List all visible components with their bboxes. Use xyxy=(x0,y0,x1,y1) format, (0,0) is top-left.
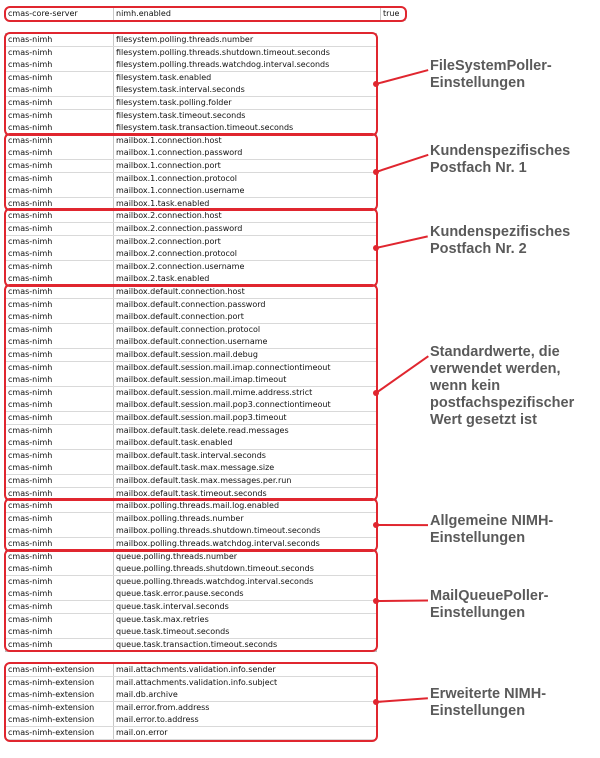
server-cell: cmas-nimh xyxy=(6,462,114,474)
server-cell: cmas-core-server xyxy=(6,8,114,20)
key-cell: mailbox.default.session.mail.pop3.connectiontimeout xyxy=(116,400,331,410)
key-cell: mailbox.2.connection.password xyxy=(116,224,243,233)
server-cell: cmas-nimh xyxy=(6,399,114,411)
server-cell: cmas-nimh xyxy=(6,72,114,84)
table-row[interactable] xyxy=(6,702,376,715)
connector-line xyxy=(376,599,428,601)
server-cell: cmas-nimh xyxy=(6,437,114,449)
connector-line xyxy=(376,69,429,85)
server-cell: cmas-nimh xyxy=(6,412,114,424)
key-cell: queue.task.error.pause.seconds xyxy=(116,589,244,599)
annotation-line: verwendet werden, xyxy=(430,361,561,377)
server-cell: cmas-nimh xyxy=(6,513,114,525)
server-cell: cmas-nimh xyxy=(6,588,114,600)
server-cell: cmas-nimh xyxy=(6,500,114,512)
key-cell: mail.db.archive xyxy=(116,690,178,700)
key-cell: mail.error.from.address xyxy=(116,702,210,712)
server-cell: cmas-nimh xyxy=(6,538,114,550)
key-cell: mailbox.default.connection.port xyxy=(116,312,244,322)
key-cell: mailbox.1.connection.username xyxy=(116,186,245,196)
annotation-line: Einstellungen xyxy=(430,75,526,91)
key-cell: filesystem.task.enabled xyxy=(116,72,212,82)
server-cell: cmas-nimh xyxy=(6,286,114,298)
server-cell: cmas-nimh xyxy=(6,210,114,222)
table-row[interactable] xyxy=(6,677,376,690)
server-cell: cmas-nimh-extension xyxy=(6,677,114,689)
key-cell: mailbox.default.task.max.message.size xyxy=(116,463,275,473)
annotation-line: Postfach Nr. 1 xyxy=(430,160,527,176)
server-cell: cmas-nimh-extension xyxy=(6,727,114,739)
key-cell: filesystem.task.transaction.timeout.seconds xyxy=(116,123,294,133)
key-cell: filesystem.polling.threads.shutdown.timeout.seconds xyxy=(116,47,330,57)
annotation-mailbox1 xyxy=(430,143,570,177)
server-cell: cmas-nimh xyxy=(6,639,114,651)
server-cell: cmas-nimh xyxy=(6,563,114,575)
server-cell: cmas-nimh xyxy=(6,626,114,638)
connector-line xyxy=(375,355,428,393)
key-cell: mailbox.1.connection.port xyxy=(116,161,221,170)
server-cell: cmas-nimh xyxy=(6,223,114,235)
table-row[interactable] xyxy=(6,689,376,702)
server-cell: cmas-nimh xyxy=(6,450,114,462)
server-cell: cmas-nimh xyxy=(6,47,114,59)
server-cell: cmas-nimh xyxy=(6,173,114,185)
server-cell: cmas-nimh xyxy=(6,576,114,588)
key-cell: mailbox.2.connection.port xyxy=(116,236,221,246)
server-cell: cmas-nimh xyxy=(6,84,114,96)
key-cell: mailbox.default.session.mail.debug xyxy=(116,350,258,359)
server-cell: cmas-nimh xyxy=(6,185,114,197)
connector-line xyxy=(376,524,428,526)
server-cell: cmas-nimh xyxy=(6,160,114,172)
server-cell: cmas-nimh xyxy=(6,248,114,260)
key-cell: mailbox.polling.threads.watchdog.interval.seconds xyxy=(116,539,320,548)
annotation-queue xyxy=(430,588,548,622)
annotation-line: FileSystemPoller- xyxy=(430,58,552,74)
value-cell: true xyxy=(380,8,410,20)
connector-line xyxy=(376,697,428,703)
key-cell: mailbox.polling.threads.number xyxy=(116,513,244,523)
annotation-line: Allgemeine NIMH- xyxy=(430,513,554,529)
key-cell: mailbox.1.connection.host xyxy=(116,135,222,145)
server-cell: cmas-nimh xyxy=(6,336,114,348)
key-cell: queue.task.max.retries xyxy=(116,614,209,624)
server-cell: cmas-nimh-extension xyxy=(6,714,114,726)
key-cell: filesystem.task.polling.folder xyxy=(116,98,232,107)
annotation-line: postfachspezifischer xyxy=(430,395,575,411)
key-cell: nimh.enabled xyxy=(116,9,171,18)
server-cell: cmas-nimh xyxy=(6,601,114,613)
server-cell: cmas-nimh xyxy=(6,122,114,134)
server-cell: cmas-nimh xyxy=(6,299,114,311)
server-cell: cmas-nimh xyxy=(6,147,114,159)
key-cell: mailbox.default.task.max.messages.per.run xyxy=(116,476,292,485)
key-cell: mailbox.1.task.enabled xyxy=(116,198,210,208)
key-cell: queue.task.transaction.timeout.seconds xyxy=(116,639,278,649)
annotation-extension xyxy=(430,686,546,720)
server-cell: cmas-nimh xyxy=(6,324,114,336)
annotation-line: Kundenspezifisches xyxy=(430,143,571,159)
annotation-line: Erweiterte NIMH- xyxy=(430,686,547,702)
main-table xyxy=(5,33,377,652)
server-cell: cmas-nimh xyxy=(6,488,114,500)
annotation-general xyxy=(430,513,553,547)
key-cell: mailbox.default.connection.host xyxy=(116,287,245,296)
server-cell: cmas-nimh xyxy=(6,525,114,537)
server-cell: cmas-nimh xyxy=(6,551,114,563)
key-cell: queue.task.timeout.seconds xyxy=(116,627,230,637)
key-cell: mailbox.default.task.interval.seconds xyxy=(116,450,266,460)
annotation-line: Einstellungen xyxy=(430,703,526,719)
server-cell: cmas-nimh xyxy=(6,387,114,399)
table-row[interactable] xyxy=(6,714,376,727)
server-cell: cmas-nimh xyxy=(6,97,114,109)
server-cell: cmas-nimh xyxy=(6,236,114,248)
key-cell: mailbox.1.connection.protocol xyxy=(116,173,238,183)
key-cell: mailbox.default.task.timeout.seconds xyxy=(116,488,267,498)
server-cell: cmas-nimh xyxy=(6,374,114,386)
key-cell: mailbox.default.session.mail.mime.address.strict xyxy=(116,387,313,397)
key-cell: mailbox.polling.threads.shutdown.timeout.seconds xyxy=(116,526,321,536)
key-cell: mailbox.default.session.mail.imap.connectiontimeout xyxy=(116,362,331,372)
key-cell: queue.polling.threads.shutdown.timeout.seconds xyxy=(116,564,314,574)
key-cell: mailbox.default.session.mail.imap.timeout xyxy=(116,375,287,385)
key-cell: queue.task.interval.seconds xyxy=(116,602,229,611)
server-cell: cmas-nimh-extension xyxy=(6,664,114,676)
server-cell: cmas-nimh xyxy=(6,349,114,361)
key-cell: mailbox.2.task.enabled xyxy=(116,274,210,284)
key-cell: mailbox.default.connection.username xyxy=(116,337,268,347)
server-cell: cmas-nimh xyxy=(6,614,114,626)
annotation-line: Standardwerte, die xyxy=(430,344,560,360)
annotation-defaults xyxy=(430,344,574,429)
key-cell: mailbox.polling.threads.mail.log.enabled xyxy=(116,501,280,511)
table-row[interactable] xyxy=(6,727,376,740)
annotation-line: Einstellungen xyxy=(430,530,526,546)
server-cell: cmas-nimh-extension xyxy=(6,689,114,701)
annotation-line: MailQueuePoller- xyxy=(430,588,549,604)
key-cell: mailbox.default.connection.password xyxy=(116,299,266,309)
annotation-line: Wert gesetzt ist xyxy=(430,412,537,428)
server-cell: cmas-nimh xyxy=(6,135,114,147)
server-cell: cmas-nimh xyxy=(6,273,114,285)
key-cell: filesystem.polling.threads.number xyxy=(116,35,254,44)
annotation-line: Postfach Nr. 2 xyxy=(430,241,527,257)
server-cell: cmas-nimh-extension xyxy=(6,702,114,714)
key-cell: mailbox.default.session.mail.pop3.timeout xyxy=(116,413,287,422)
server-cell: cmas-nimh xyxy=(6,59,114,71)
key-cell: mailbox.default.task.delete.read.messages xyxy=(116,425,289,435)
annotation-line: Einstellungen xyxy=(430,605,526,621)
key-cell: mailbox.2.connection.host xyxy=(116,211,222,221)
server-cell: cmas-nimh xyxy=(6,34,114,46)
key-cell: queue.polling.threads.watchdog.interval.seconds xyxy=(116,576,314,586)
key-cell: mailbox.1.connection.password xyxy=(116,148,243,158)
key-cell: mail.on.error xyxy=(116,728,168,737)
connector-line xyxy=(376,154,429,173)
annotation-mailbox2 xyxy=(430,224,570,258)
table-row[interactable] xyxy=(6,8,406,21)
server-cell: cmas-nimh xyxy=(6,198,114,210)
annotation-filesystem xyxy=(430,58,552,92)
server-cell: cmas-nimh xyxy=(6,475,114,487)
key-cell: filesystem.task.interval.seconds xyxy=(116,85,245,95)
server-cell: cmas-nimh xyxy=(6,110,114,122)
key-cell: queue.polling.threads.number xyxy=(116,551,238,561)
key-cell: mail.error.to.address xyxy=(116,715,199,725)
connector-line xyxy=(376,235,428,249)
server-cell: cmas-nimh xyxy=(6,311,114,323)
server-cell: cmas-nimh xyxy=(6,425,114,437)
key-cell: mailbox.2.connection.protocol xyxy=(116,249,238,259)
key-cell: filesystem.polling.threads.watchdog.interval.seconds xyxy=(116,60,330,70)
key-cell: mailbox.2.connection.username xyxy=(116,261,245,271)
key-cell: mailbox.default.task.enabled xyxy=(116,438,233,448)
server-cell: cmas-nimh xyxy=(6,362,114,374)
server-cell: cmas-nimh xyxy=(6,261,114,273)
key-cell: mail.attachments.validation.info.subject xyxy=(116,677,278,687)
key-cell: mailbox.default.connection.protocol xyxy=(116,324,261,334)
annotation-line: Kundenspezifisches xyxy=(430,224,571,240)
annotation-line: wenn kein xyxy=(430,378,501,394)
table-row[interactable] xyxy=(6,664,376,677)
key-cell: mail.attachments.validation.info.sender xyxy=(116,665,276,674)
key-cell: filesystem.task.timeout.seconds xyxy=(116,110,246,120)
